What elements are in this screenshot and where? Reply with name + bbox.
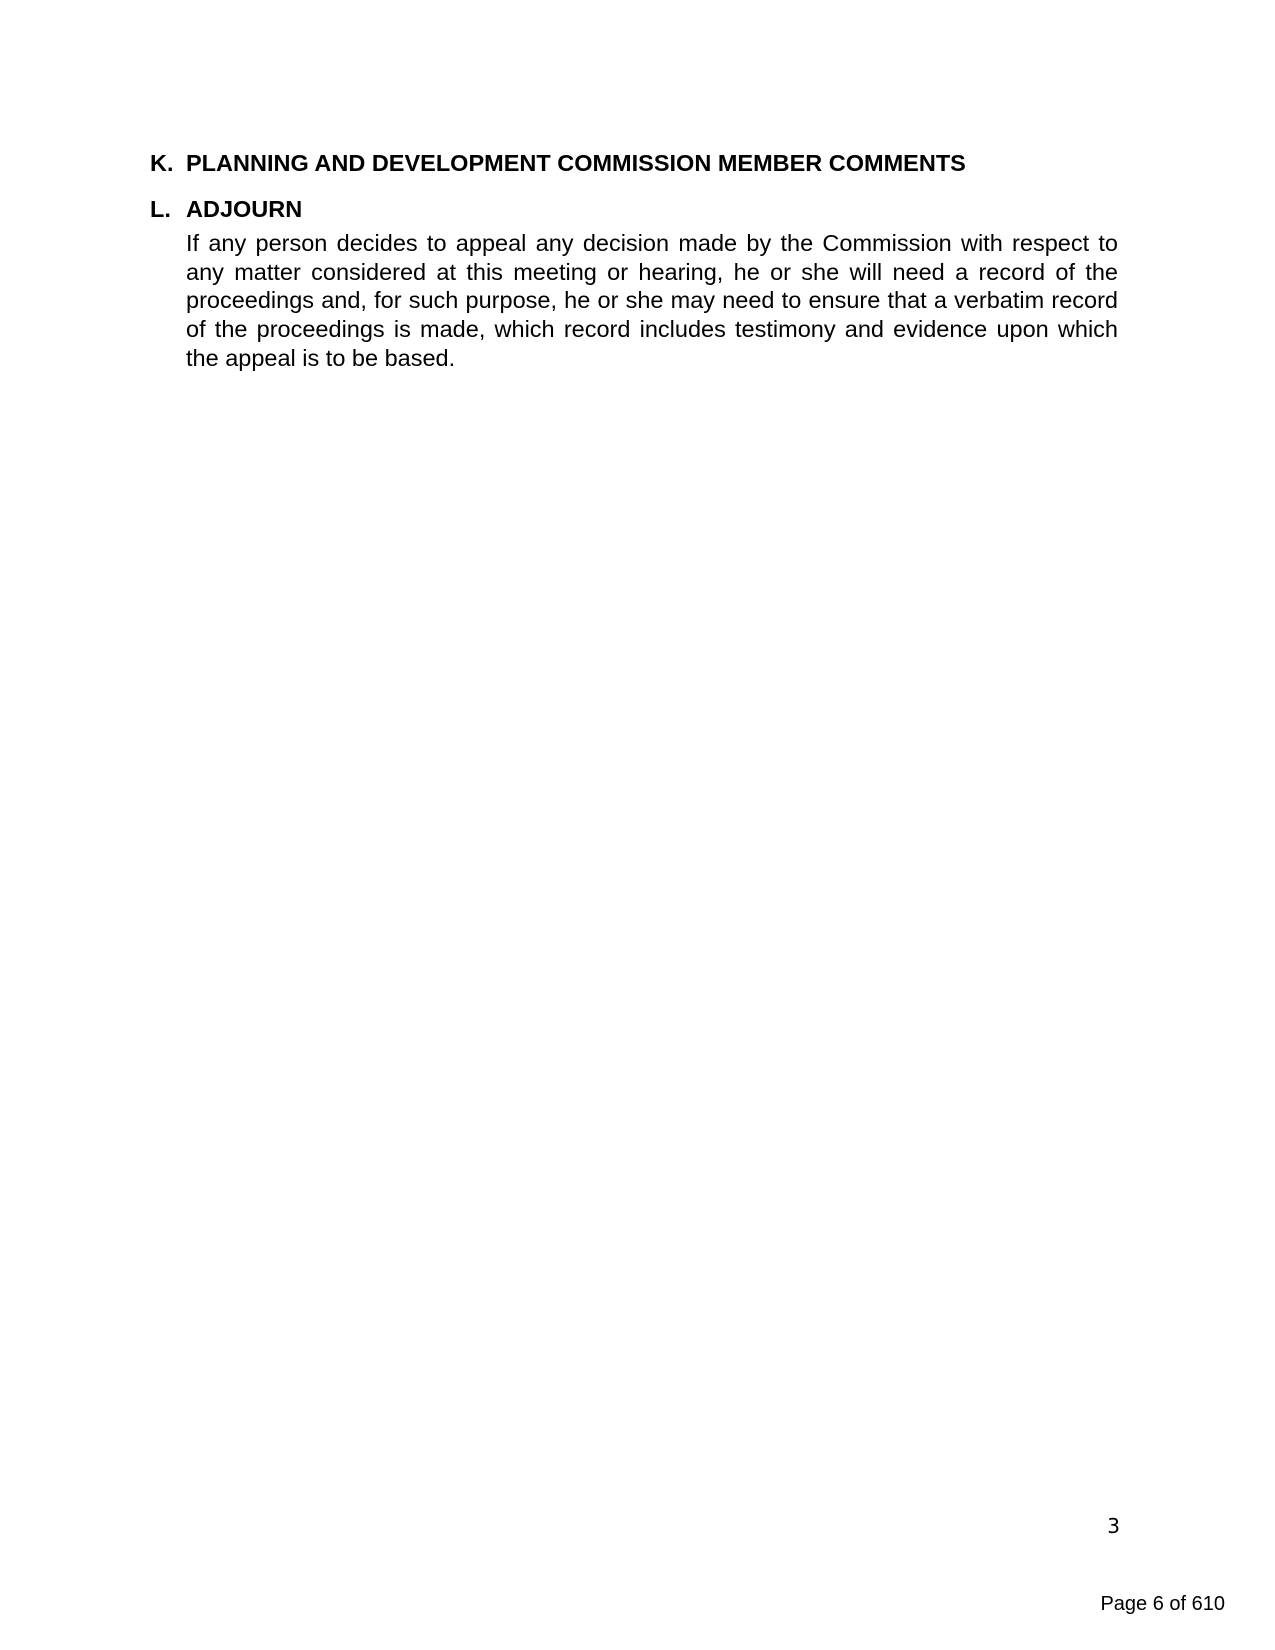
appeal-notice-paragraph: If any person decides to appeal any decision made by the Commission with respect to any matter considered at this meeting or hearing, he or she will need a record of the proceedings and, for such purpose, he or she may need to ensure that a verbatim record of the proceedings is made, which record includes testimony and evidence upon which the appeal is to be based.	[186, 230, 1118, 371]
section-letter: K.	[150, 150, 174, 176]
section-title: ADJOURN	[186, 196, 303, 222]
section-heading-l	[150, 198, 302, 222]
page-footer: Page 6 of 610	[1100, 1593, 1225, 1615]
section-letter: L.	[150, 196, 171, 222]
section-heading-k	[150, 152, 966, 176]
page-number: 3	[1107, 1514, 1120, 1538]
section-title: PLANNING AND DEVELOPMENT COMMISSION MEMBER COMMENTS	[186, 150, 966, 176]
